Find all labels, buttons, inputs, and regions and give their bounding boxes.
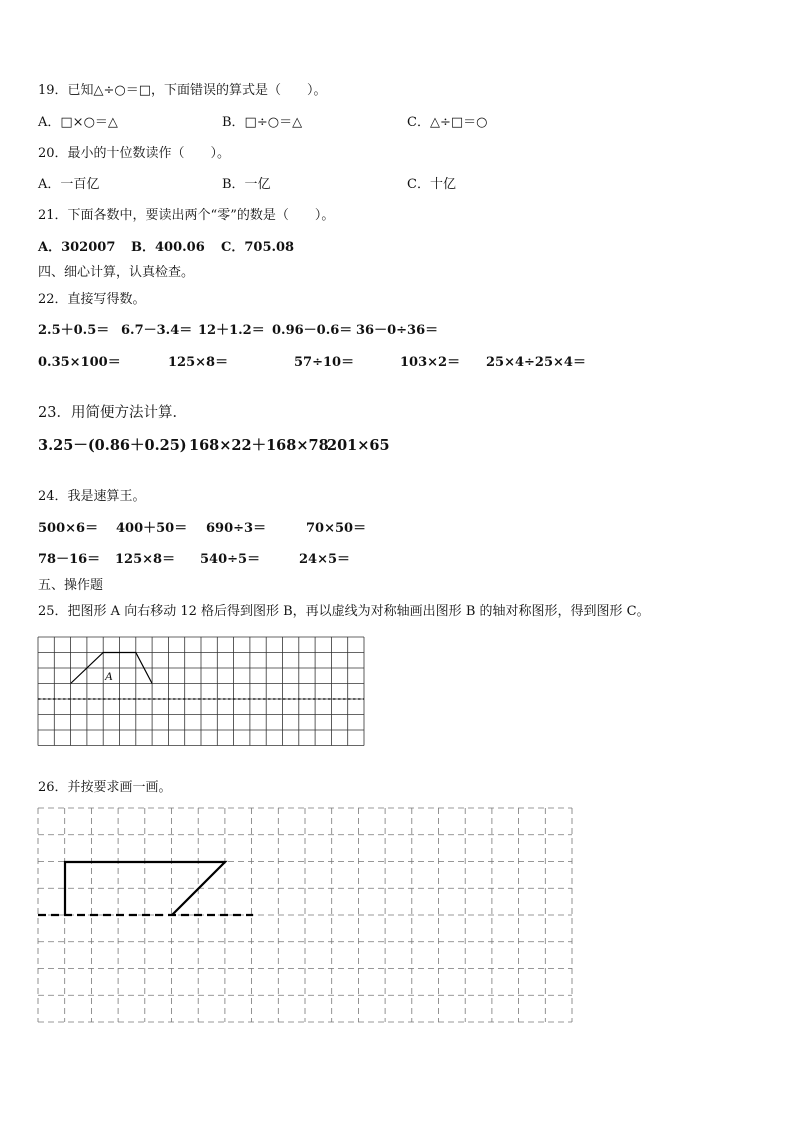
q22-stem: 22．直接写得数。 [38, 292, 146, 307]
q24-item: 690÷3＝ [206, 521, 267, 536]
q22-item: 12＋1.2＝ [198, 323, 265, 338]
q21-option-a: A．302007 [38, 240, 116, 255]
q23-item: 168×22＋168×78 [189, 437, 329, 454]
q22-item: 125×8＝ [168, 355, 229, 370]
q22-item: 0.96－0.6＝ [272, 323, 353, 338]
q25-grid-figure [38, 637, 368, 763]
figure-a-label: A [105, 669, 113, 683]
section4-title: 四、细心计算，认真检查。 [38, 265, 195, 280]
q22-item: 0.35×100＝ [38, 355, 121, 370]
q20-option-b: B．一亿 [222, 177, 271, 192]
q22-item: 36－0÷36＝ [356, 323, 439, 338]
q22-item: 6.7－3.4＝ [121, 323, 193, 338]
q19-stem: 19．已知△÷○＝□，下面错误的算式是（ ）。 [38, 83, 327, 98]
q22-item: 57÷10＝ [294, 355, 355, 370]
q19-option-a: A．□×○＝△ [38, 115, 118, 130]
q23-item: 201×65 [327, 437, 390, 454]
q24-item: 70×50＝ [306, 521, 367, 536]
q20-option-c: C．十亿 [407, 177, 456, 192]
q21-option-b: B．400.06 [131, 240, 205, 255]
q26-grid-figure [38, 808, 578, 1030]
q21-option-c: C．705.08 [221, 240, 295, 255]
q22-item: 25×4÷25×4＝ [486, 355, 586, 370]
q23-item: 3.25－(0.86＋0.25) [38, 437, 187, 454]
q24-item: 78－16＝ [38, 552, 101, 567]
q19-option-c: C．△÷□＝○ [407, 115, 488, 130]
q23-stem: 23．用简便方法计算． [38, 405, 187, 421]
q19-option-b: B．□÷○＝△ [222, 115, 303, 130]
q26-stem: 26．并按要求画一画。 [38, 780, 172, 795]
q24-stem: 24．我是速算王。 [38, 489, 146, 504]
q21-stem: 21．下面各数中，要读出两个“零”的数是（ ）。 [38, 208, 335, 223]
q24-item: 540÷5＝ [200, 552, 261, 567]
q24-item: 125×8＝ [115, 552, 176, 567]
section5-title: 五、操作题 [38, 578, 104, 593]
q25-stem: 25．把图形 A 向右移动 12 格后得到图形 B，再以虚线为对称轴画出图形 B 的轴对称图形，得到图形 C。 [38, 604, 650, 619]
q22-item: 103×2＝ [400, 355, 461, 370]
q22-item: 2.5＋0.5＝ [38, 323, 110, 338]
q20-stem: 20．最小的十位数读作（ ）。 [38, 146, 231, 161]
q24-item: 400＋50＝ [116, 521, 188, 536]
q24-item: 500×6＝ [38, 521, 99, 536]
q24-item: 24×5＝ [299, 552, 351, 567]
q20-option-a: A．一百亿 [38, 177, 100, 192]
